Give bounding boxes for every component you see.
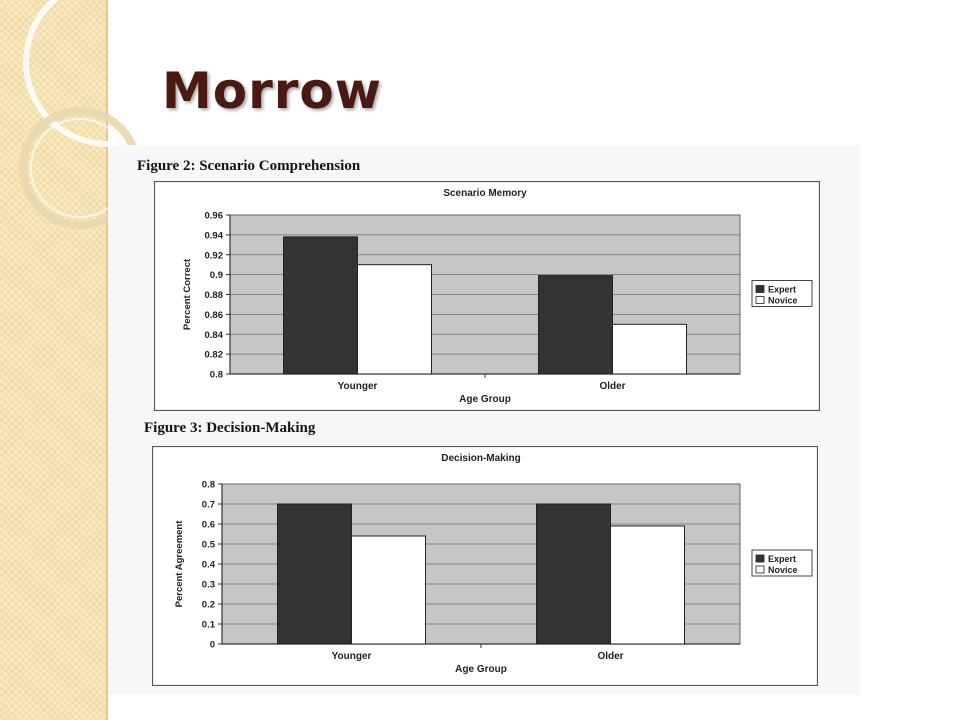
figure-3-caption: Figure 3: Decision-Making [144,420,316,436]
chart-title: Scenario Memory [443,188,527,199]
legend-label-novice: Novice [768,565,798,575]
y-tick-label: 0.5 [201,539,215,551]
x-axis-label: Age Group [459,394,511,405]
legend-label-novice: Novice [768,295,798,306]
legend-label-expert: Expert [768,554,797,564]
y-tick-label: 0.6 [201,519,215,531]
slide-title: Morrow [162,62,382,120]
y-tick-label: 0.94 [204,230,223,242]
y-axis-label: Percent Correct [182,258,193,331]
y-axis-label: Percent Agreement [174,520,185,608]
bar-novice-younger [352,536,426,644]
bar-expert-younger [278,504,352,644]
y-tick-label: 0.9 [209,270,223,282]
y-tick-label: 0.1 [201,619,215,631]
x-tick-label: Older [599,381,626,392]
bar-novice-older [611,526,685,644]
y-tick-label: 0.2 [201,599,215,611]
y-tick-label: 0.7 [201,499,215,511]
y-tick-label: 0.84 [204,329,223,341]
bar-expert-older [537,504,611,644]
y-tick-label: 0.4 [201,559,215,571]
legend-swatch-novice [756,297,764,304]
x-axis-label: Age Group [455,664,507,675]
bar-expert-older [539,276,613,374]
y-tick-label: 0.3 [201,579,215,591]
chart-decision-making [152,446,818,686]
legend-swatch-novice [756,566,764,573]
y-tick-label: 0 [209,639,215,651]
legend-swatch-expert [756,286,764,293]
x-tick-label: Younger [337,381,378,392]
legend-swatch-expert [756,555,764,562]
y-tick-label: 0.8 [201,479,215,491]
y-tick-label: 0.96 [204,210,223,222]
y-tick-label: 0.86 [204,309,223,321]
chart-title: Decision-Making [441,453,521,464]
y-tick-label: 0.82 [204,349,223,361]
y-tick-label: 0.92 [204,250,223,262]
chart-scenario-memory [154,181,820,411]
x-tick-label: Older [597,651,624,662]
bar-novice-older [613,324,687,374]
legend-label-expert: Expert [768,284,797,295]
y-tick-label: 0.88 [204,290,223,301]
figure-2-caption: Figure 2: Scenario Comprehension [137,158,361,174]
y-tick-label: 0.8 [209,369,223,381]
x-tick-label: Younger [331,651,372,662]
bar-novice-younger [358,265,432,374]
bar-expert-younger [284,237,358,374]
